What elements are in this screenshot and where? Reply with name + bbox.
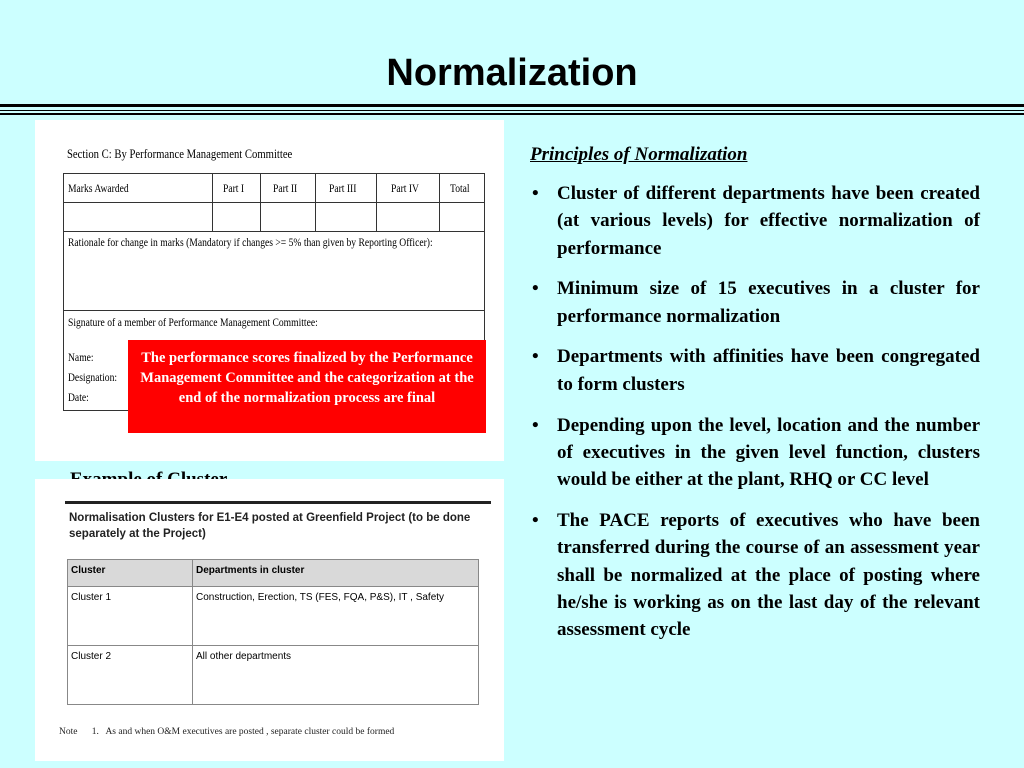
principles-list bbox=[530, 180, 980, 643]
part-header: Part I bbox=[213, 174, 261, 203]
marks-empty-cell bbox=[260, 203, 315, 232]
cluster-table bbox=[67, 559, 479, 705]
principles-title: Principles of Normalization bbox=[530, 144, 748, 165]
marks-awarded-label: Marks Awarded bbox=[68, 180, 129, 195]
red-callout-note: The performance scores finalized by the Performance Management Committee and the categorization at the end of the normalization process are final bbox=[128, 340, 486, 433]
part-header: Part III bbox=[315, 174, 377, 203]
cluster-departments: All other departments bbox=[193, 646, 479, 705]
marks-empty-cell bbox=[315, 203, 377, 232]
marks-empty-cell bbox=[64, 203, 213, 232]
list-item: • Minimum size of 15 executives in a cluster for performance normalization bbox=[530, 275, 980, 330]
part-header: Part IV bbox=[377, 174, 440, 203]
date-label: Date: bbox=[68, 390, 89, 404]
marks-empty-cell bbox=[440, 203, 485, 232]
list-item: • The PACE reports of executives who have been transferred during the course of an assessment year shall be normalized at the place of posting where he/she is working as on the last day of the relevant assessment cycle bbox=[530, 507, 980, 643]
bullet-icon: • bbox=[532, 278, 539, 300]
cluster-heading: Normalisation Clusters for E1-E4 posted at Greenfield Project (to be done separately at the Project) bbox=[69, 512, 471, 540]
cluster-name: Cluster 1 bbox=[68, 587, 193, 646]
signature-fields bbox=[68, 347, 117, 407]
cluster-departments: Construction, Erection, TS (FES, FQA, P&S), IT , Safety bbox=[193, 587, 479, 646]
table-row bbox=[68, 646, 479, 705]
bullet-icon: • bbox=[532, 509, 539, 531]
marks-empty-cell bbox=[213, 203, 261, 232]
cluster-name: Cluster 2 bbox=[68, 646, 193, 705]
signature-label: Signature of a member of Performance Management Committee: bbox=[68, 315, 318, 329]
marks-empty-cell bbox=[377, 203, 440, 232]
departments-column-header: Departments in cluster bbox=[193, 560, 479, 587]
bullet-icon: • bbox=[532, 414, 539, 436]
designation-label: Designation: bbox=[68, 370, 118, 384]
rationale-label: Rationale for change in marks (Mandatory if changes >= 5% than given by Reporting Officer): bbox=[68, 235, 433, 249]
marks-awarded-cell bbox=[64, 174, 213, 203]
title-divider bbox=[0, 104, 1024, 115]
cluster-column-header: Cluster bbox=[68, 560, 193, 587]
rationale-block bbox=[63, 231, 485, 311]
table-row bbox=[68, 587, 479, 646]
cluster-example-image bbox=[35, 479, 504, 761]
form-section-heading: Section C: By Performance Management Committee bbox=[67, 146, 293, 161]
bullet-icon: • bbox=[532, 346, 539, 368]
cluster-note: Note 1. As and when O&M executives are posted , separate cluster could be formed bbox=[59, 727, 395, 737]
marks-table bbox=[63, 173, 485, 232]
name-label: Name: bbox=[68, 350, 94, 364]
list-item: • Depending upon the level, location and the number of executives in the given level function, clusters would be either at the plant, RHQ or CC level bbox=[530, 412, 980, 494]
total-header: Total bbox=[440, 174, 485, 203]
principles-section bbox=[530, 144, 980, 657]
cluster-top-rule bbox=[65, 501, 491, 504]
bullet-icon: • bbox=[532, 183, 539, 204]
part-header: Part II bbox=[260, 174, 315, 203]
slide-title: Normalization bbox=[386, 52, 638, 94]
list-item: • Departments with affinities have been congregated to form clusters bbox=[530, 343, 980, 398]
list-item: • Cluster of different departments have been created (at various levels) for effective normalization of performance bbox=[530, 180, 980, 262]
